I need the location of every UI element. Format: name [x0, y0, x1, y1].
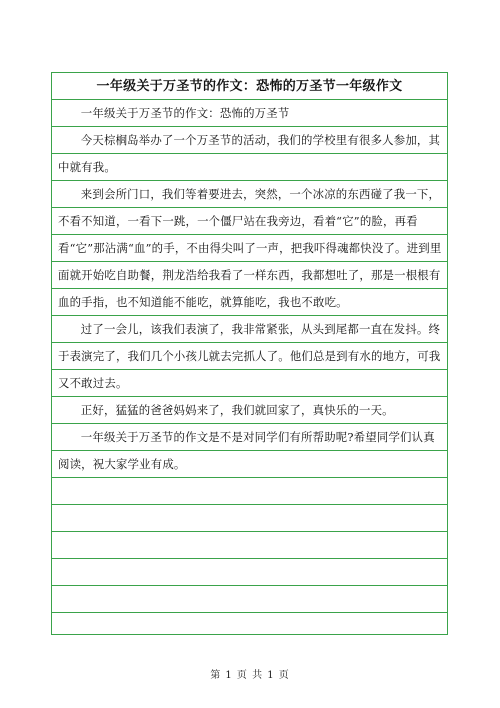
paragraph-4: 正好，猛猛的爸爸妈妈来了，我们就回家了，真快乐的一天。 — [80, 403, 394, 417]
paragraph-5: 一年级关于万圣节的作文是不是对同学们有所帮助呢?希望同学们认真阅读，祝大家学业有成。 — [58, 430, 435, 471]
document-title: 一年级关于万圣节的作文：恐怖的万圣节一年级作文 — [96, 79, 403, 94]
paragraph-1: 今天棕榈岛举办了一个万圣节的活动，我们的学校里有很多人参加，其中就有我。 — [58, 133, 441, 174]
paragraph-3: 过了一会儿，该我们表演了，我非常紧张，从头到尾都一直在发抖。终于表演完了，我们几个小孩儿就去完抓人了。他们总是到有水的地方，可我又不敢过去。 — [58, 322, 441, 390]
page-number: 第 1 页 共 1 页 — [210, 670, 290, 681]
lined-paper — [51, 72, 448, 635]
paragraph-2: 来到会所门口，我们等着要进去，突然，一个冰凉的东西碰了我一下，不看不知道，一看下一跳，一个僵尸站在我旁边，看着“它”的脸，再看看“它”那沾满“血”的手，不由得尖叫了一声，把我吓得魂都快没了。进到里面就开始吃自助餐，荆龙浩给我看了一样东西，我都想吐了，那是一根根有血的手指，也不知道能不能吃，就算能吃，我也不敢吃。 — [58, 187, 442, 309]
paragraph-subtitle: 一年级关于万圣节的作文：恐怖的万圣节 — [80, 106, 290, 120]
document-content — [52, 73, 447, 634]
